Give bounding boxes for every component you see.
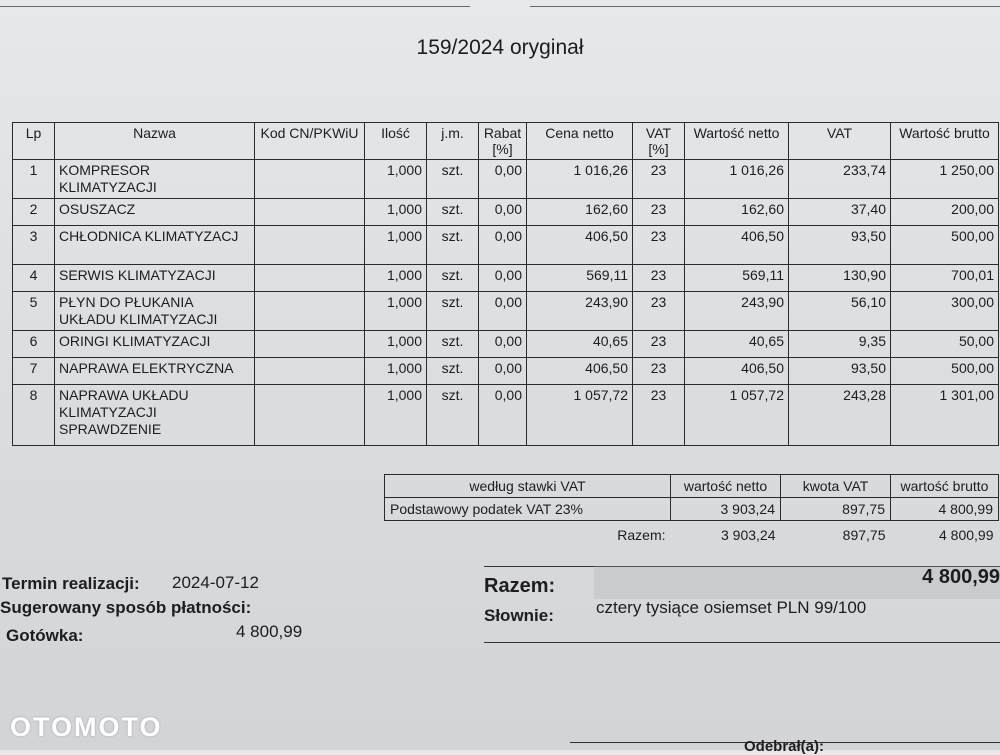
cell-qty: 1,000: [365, 199, 427, 226]
cell-net: 243,90: [685, 292, 789, 331]
slownie-label: Słownie:: [484, 606, 554, 625]
cell-unit-net: 1 057,72: [527, 385, 633, 446]
cell-qty: 1,000: [365, 385, 427, 446]
cell-gross: 200,00: [891, 199, 999, 226]
cell-gross: 50,00: [891, 331, 999, 358]
vat-total-gross: 4 800,99: [939, 527, 994, 543]
cell-unit-net: 243,90: [527, 292, 633, 331]
vat-total-label: Razem:: [617, 527, 666, 543]
razem-value: 4 800,99: [922, 566, 1000, 588]
header-vat: VAT: [789, 123, 891, 160]
cell-code: [255, 199, 365, 226]
header-lp: Lp: [13, 123, 55, 160]
cell-unit: szt.: [427, 160, 479, 199]
vat-row-label: Podstawowy podatek VAT 23%: [385, 498, 671, 521]
cell-lp: 6: [13, 331, 55, 358]
table-row: [13, 292, 999, 331]
cell-discount: 0,00: [479, 160, 527, 199]
cell-name: ORINGI KLIMATYZACJI: [55, 331, 255, 358]
cell-vat: 130,90: [789, 265, 891, 292]
cell-discount: 0,00: [479, 226, 527, 265]
vat-header-gross: wartość brutto: [891, 475, 999, 498]
vat-row-gross: 4 800,99: [891, 498, 999, 521]
termin-label: Termin realizacji:: [2, 574, 140, 593]
cell-vat-rate: 23: [633, 292, 685, 331]
cell-discount: 0,00: [479, 358, 527, 385]
table-row: [13, 331, 999, 358]
cell-code: [255, 160, 365, 199]
items-header-row: [13, 123, 999, 160]
cell-gross: 1 250,00: [891, 160, 999, 199]
cell-gross: 1 301,00: [891, 385, 999, 446]
cell-code: [255, 292, 365, 331]
cell-net: 1 016,26: [685, 160, 789, 199]
cell-net: 1 057,72: [685, 385, 789, 446]
cell-code: [255, 331, 365, 358]
cell-gross: 500,00: [891, 358, 999, 385]
header-unit-net: Cena netto: [527, 123, 633, 160]
cell-qty: 1,000: [365, 226, 427, 265]
header-gross: Wartość brutto: [891, 123, 999, 160]
cell-qty: 1,000: [365, 265, 427, 292]
cell-vat: 243,28: [789, 385, 891, 446]
cell-lp: 4: [13, 265, 55, 292]
cell-vat-rate: 23: [633, 331, 685, 358]
cell-name: OSUSZACZ: [55, 199, 255, 226]
table-row: [13, 199, 999, 226]
payment-label: Sugerowany sposób płatności:: [0, 598, 252, 617]
table-row: [13, 358, 999, 385]
cell-unit: szt.: [427, 265, 479, 292]
header-code: Kod CN/PKWiU: [255, 123, 365, 160]
header-vat-rate: VAT [%]: [633, 123, 685, 160]
document-title: 159/2024 oryginał: [416, 36, 584, 59]
cell-net: 40,65: [685, 331, 789, 358]
items-table: [12, 122, 999, 446]
cell-qty: 1,000: [365, 331, 427, 358]
cell-vat: 93,50: [789, 358, 891, 385]
cell-vat-rate: 23: [633, 265, 685, 292]
vat-total-vat: 897,75: [842, 527, 886, 543]
cell-discount: 0,00: [479, 331, 527, 358]
cell-vat-rate: 23: [633, 226, 685, 265]
vat-row-vat: 897,75: [781, 498, 891, 521]
cell-vat: 233,74: [789, 160, 891, 199]
cell-unit: szt.: [427, 358, 479, 385]
top-rule-right: [530, 6, 1000, 7]
termin-value: 2024-07-12: [172, 573, 259, 592]
cell-gross: 300,00: [891, 292, 999, 331]
cell-code: [255, 385, 365, 446]
cell-name: PŁYN DO PŁUKANIA UKŁADU KLIMATYZACJI: [55, 292, 255, 331]
cell-unit-net: 406,50: [527, 358, 633, 385]
cell-net: 406,50: [685, 358, 789, 385]
cell-code: [255, 358, 365, 385]
payment-method-label: Gotówka:: [6, 626, 84, 645]
header-net: Wartość netto: [685, 123, 789, 160]
vat-header-net: wartość netto: [671, 475, 781, 498]
cell-vat-rate: 23: [633, 358, 685, 385]
vat-summary-row: [385, 498, 999, 521]
cell-discount: 0,00: [479, 265, 527, 292]
cell-unit: szt.: [427, 199, 479, 226]
header-name: Nazwa: [55, 123, 255, 160]
cell-unit-net: 406,50: [527, 226, 633, 265]
cell-qty: 1,000: [365, 292, 427, 331]
payment-method-value: 4 800,99: [236, 622, 303, 641]
cell-name: KOMPRESOR KLIMATYZACJI: [55, 160, 255, 199]
cell-vat: 56,10: [789, 292, 891, 331]
vat-summary-header-row: [385, 475, 999, 498]
cell-lp: 8: [13, 385, 55, 446]
cell-unit-net: 162,60: [527, 199, 633, 226]
cell-vat-rate: 23: [633, 385, 685, 446]
cell-name: NAPRAWA ELEKTRYCZNA: [55, 358, 255, 385]
cell-lp: 1: [13, 160, 55, 199]
cell-code: [255, 226, 365, 265]
table-row: [13, 385, 999, 446]
slownie-rule: [484, 642, 1000, 643]
razem-label: Razem:: [484, 575, 556, 597]
top-rule-left: [0, 6, 470, 7]
slownie-value: cztery tysiące osiemset PLN 99/100: [596, 598, 867, 617]
cell-vat: 9,35: [789, 331, 891, 358]
cell-gross: 500,00: [891, 226, 999, 265]
cell-unit: szt.: [427, 331, 479, 358]
cell-vat-rate: 23: [633, 199, 685, 226]
table-row: [13, 160, 999, 199]
cell-lp: 7: [13, 358, 55, 385]
cell-net: 406,50: [685, 226, 789, 265]
vat-header-vat: kwota VAT: [781, 475, 891, 498]
table-row: [13, 226, 999, 265]
vat-header-rate: według stawki VAT: [385, 475, 671, 498]
otomoto-watermark: OTOMOTO: [10, 712, 163, 742]
cell-net: 162,60: [685, 199, 789, 226]
cell-gross: 700,01: [891, 265, 999, 292]
odebral-label: Odebrał(a):: [744, 738, 825, 755]
cell-lp: 3: [13, 226, 55, 265]
cell-unit-net: 1 016,26: [527, 160, 633, 199]
cell-unit: szt.: [427, 385, 479, 446]
cell-name: SERWIS KLIMATYZACJI: [55, 265, 255, 292]
vat-row-net: 3 903,24: [671, 498, 781, 521]
cell-discount: 0,00: [479, 199, 527, 226]
header-unit: j.m.: [427, 123, 479, 160]
cell-qty: 1,000: [365, 160, 427, 199]
vat-summary-table: [384, 474, 999, 546]
cell-vat: 93,50: [789, 226, 891, 265]
vat-total-net: 3 903,24: [721, 527, 776, 543]
cell-lp: 5: [13, 292, 55, 331]
cell-unit-net: 569,11: [527, 265, 633, 292]
cell-qty: 1,000: [365, 358, 427, 385]
cell-discount: 0,00: [479, 385, 527, 446]
cell-code: [255, 265, 365, 292]
cell-net: 569,11: [685, 265, 789, 292]
header-qty: Ilość: [365, 123, 427, 160]
cell-lp: 2: [13, 199, 55, 226]
cell-unit: szt.: [427, 226, 479, 265]
cell-name: CHŁODNICA KLIMATYZACJ: [55, 226, 255, 265]
cell-name: NAPRAWA UKŁADU KLIMATYZACJI SPRAWDZENIE: [55, 385, 255, 446]
vat-summary-total-row: [385, 521, 999, 547]
header-discount: Rabat [%]: [479, 123, 527, 160]
cell-vat-rate: 23: [633, 160, 685, 199]
cell-unit-net: 40,65: [527, 331, 633, 358]
cell-discount: 0,00: [479, 292, 527, 331]
cell-unit: szt.: [427, 292, 479, 331]
cell-vat: 37,40: [789, 199, 891, 226]
table-row: [13, 265, 999, 292]
